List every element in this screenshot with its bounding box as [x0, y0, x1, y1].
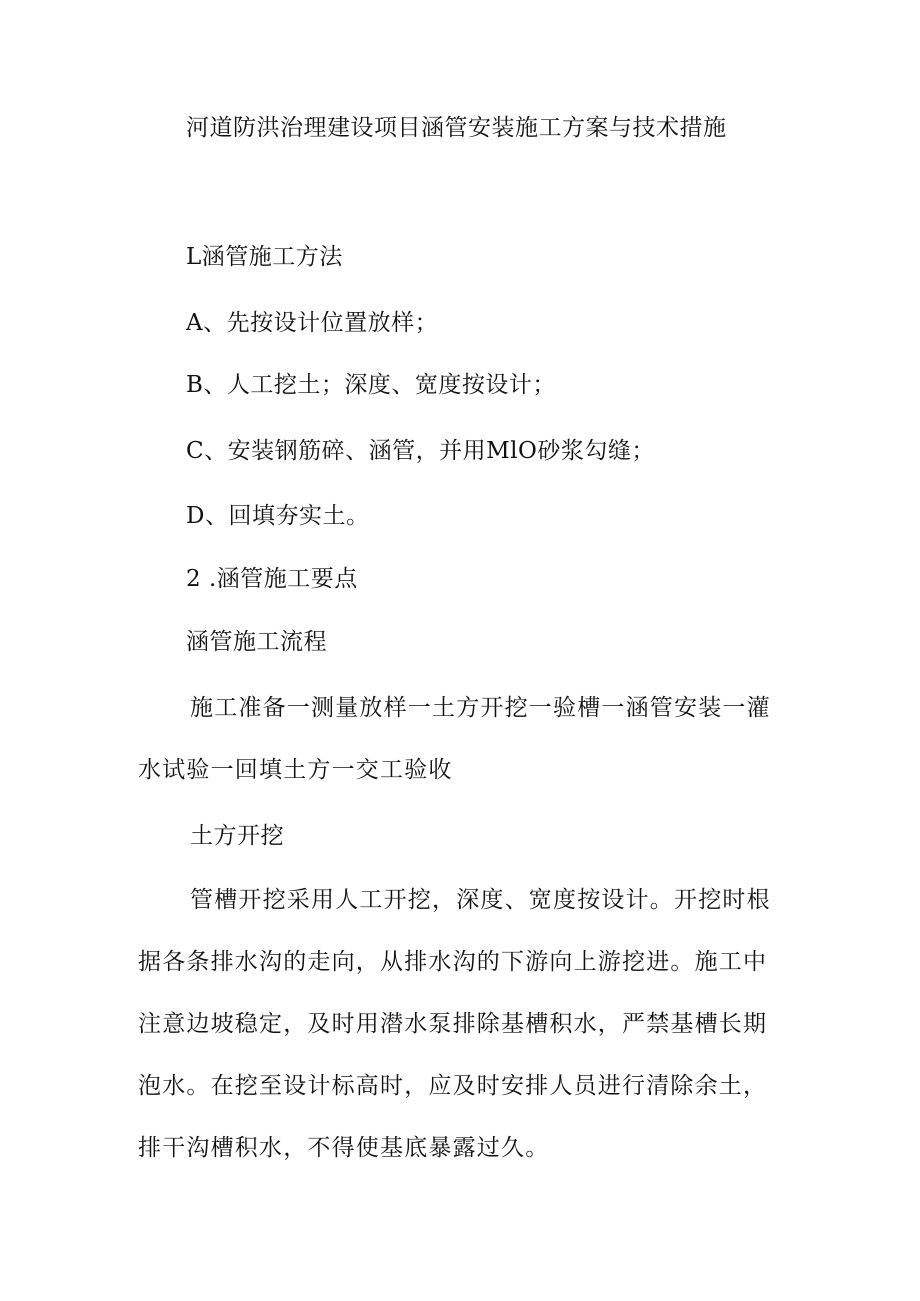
step-d: D、回填夯实土。 — [186, 503, 370, 529]
subheading-earthwork: 土方开挖 — [190, 823, 284, 849]
step-a: A、先按设计位置放样； — [186, 310, 439, 336]
step-c: C、安装钢筋碎、涵管，并用MlO砂浆勾缝； — [186, 438, 655, 464]
paragraph-earthwork: 管槽开挖采用人工开挖，深度、宽度按设计。开挖时根据各条排水沟的走向，从排水沟的下游向上游挖进。施工中注意边坡稳定，及时用潜水泵排除基槽积水，严禁基槽长期泡水。在挖至设计标高时，应及时安排人员进行清除余土，排干沟槽积水，不得使基底暴露过久。 — [138, 887, 771, 1161]
section-heading-key-points: 2 .涵管施工要点 — [186, 566, 358, 592]
subheading-construction-flow: 涵管施工流程 — [186, 629, 327, 655]
section-heading-construction-method: L涵管施工方法 — [186, 244, 343, 270]
step-b: B、人工挖土；深度、宽度按设计； — [186, 372, 556, 398]
document-title: 河道防洪治理建设项目涵管安装施工方案与技术措施 — [186, 115, 727, 141]
paragraph-construction-flow: 施工准备一测量放样一土方开挖一验槽一涵管安装一灌水试验一回填土方一交工验收 — [138, 695, 771, 783]
